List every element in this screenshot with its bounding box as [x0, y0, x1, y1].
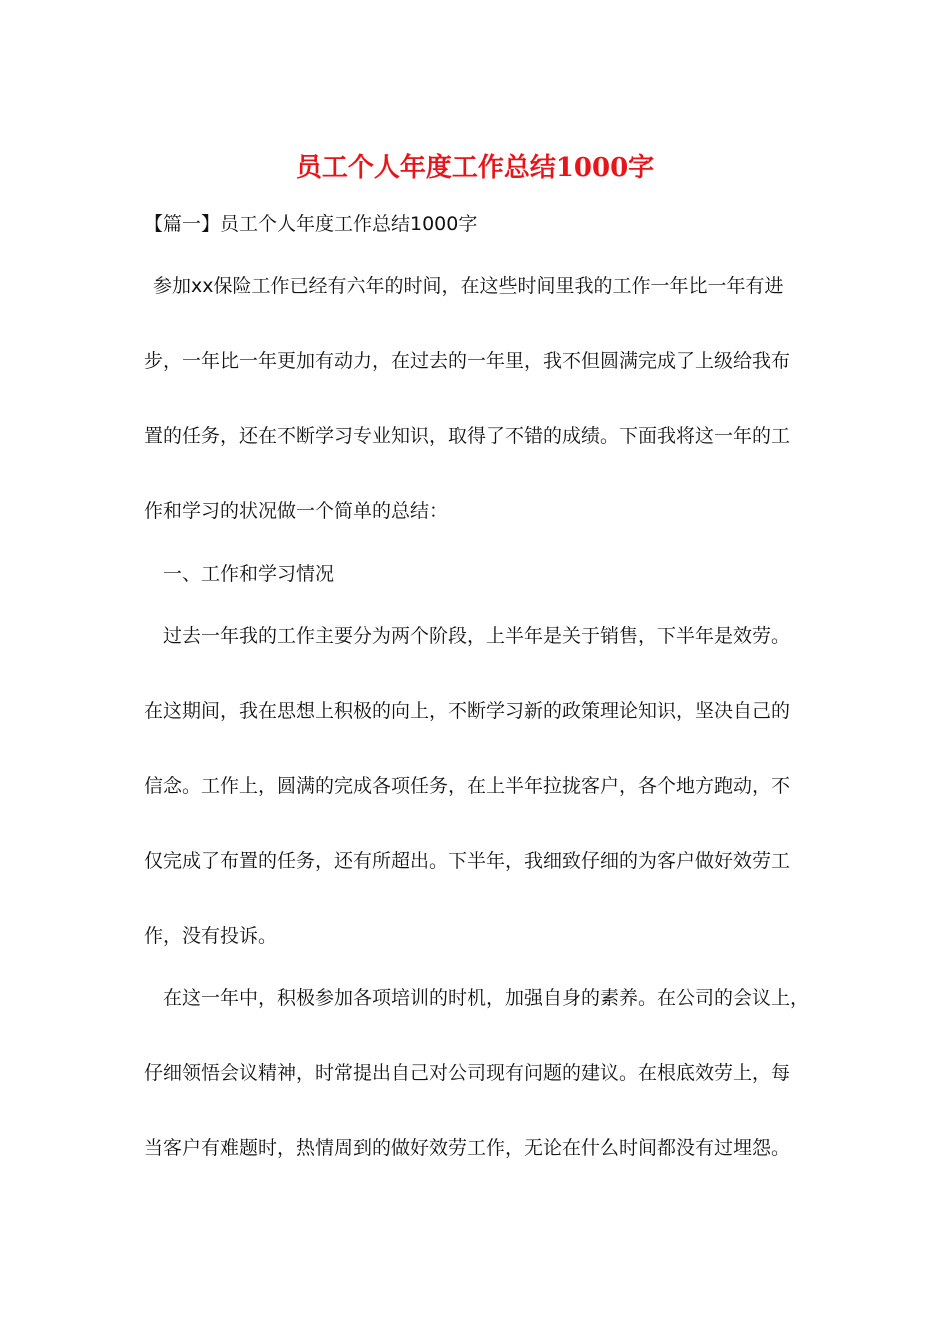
paragraph-line: 在这期间，我在思想上积极的向上，不断学习新的政策理论知识，坚决自己的	[144, 700, 791, 722]
paragraph-line: 作和学习的状况做一个简单的总结：	[144, 500, 449, 522]
document-title: 员工个人年度工作总结1000字	[295, 153, 655, 183]
paragraph-line: 过去一年我的工作主要分为两个阶段，上半年是关于销售，下半年是效劳。	[163, 625, 791, 647]
paragraph-line: 在这一年中，积极参加各项培训的时机，加强自身的素养。在公司的会议上，	[163, 987, 810, 1009]
paragraph-line: 仔细领悟会议精神，时常提出自己对公司现有问题的建议。在根底效劳上，每	[144, 1062, 791, 1084]
paragraph-line: 当客户有难题时，热情周到的做好效劳工作，无论在什么时间都没有过埋怨。	[144, 1137, 791, 1159]
paragraph-line: 步，一年比一年更加有动力，在过去的一年里，我不但圆满完成了上级给我布	[144, 350, 791, 372]
paragraph-line: 置的任务，还在不断学习专业知识，取得了不错的成绩。下面我将这一年的工	[144, 425, 791, 447]
paragraph-line: 仅完成了布置的任务，还有所超出。下半年，我细致仔细的为客户做好效劳工	[144, 850, 791, 872]
section-heading: 【篇一】员工个人年度工作总结1000字	[144, 213, 478, 235]
paragraph-line: 作，没有投诉。	[144, 925, 278, 947]
paragraph-line: 信念。工作上，圆满的完成各项任务，在上半年拉拢客户，各个地方跑动，不	[144, 775, 791, 797]
section-subheading: 一、工作和学习情况	[163, 563, 335, 585]
paragraph-line: 参加xx保险工作已经有六年的时间，在这些时间里我的工作一年比一年有进	[153, 275, 784, 297]
